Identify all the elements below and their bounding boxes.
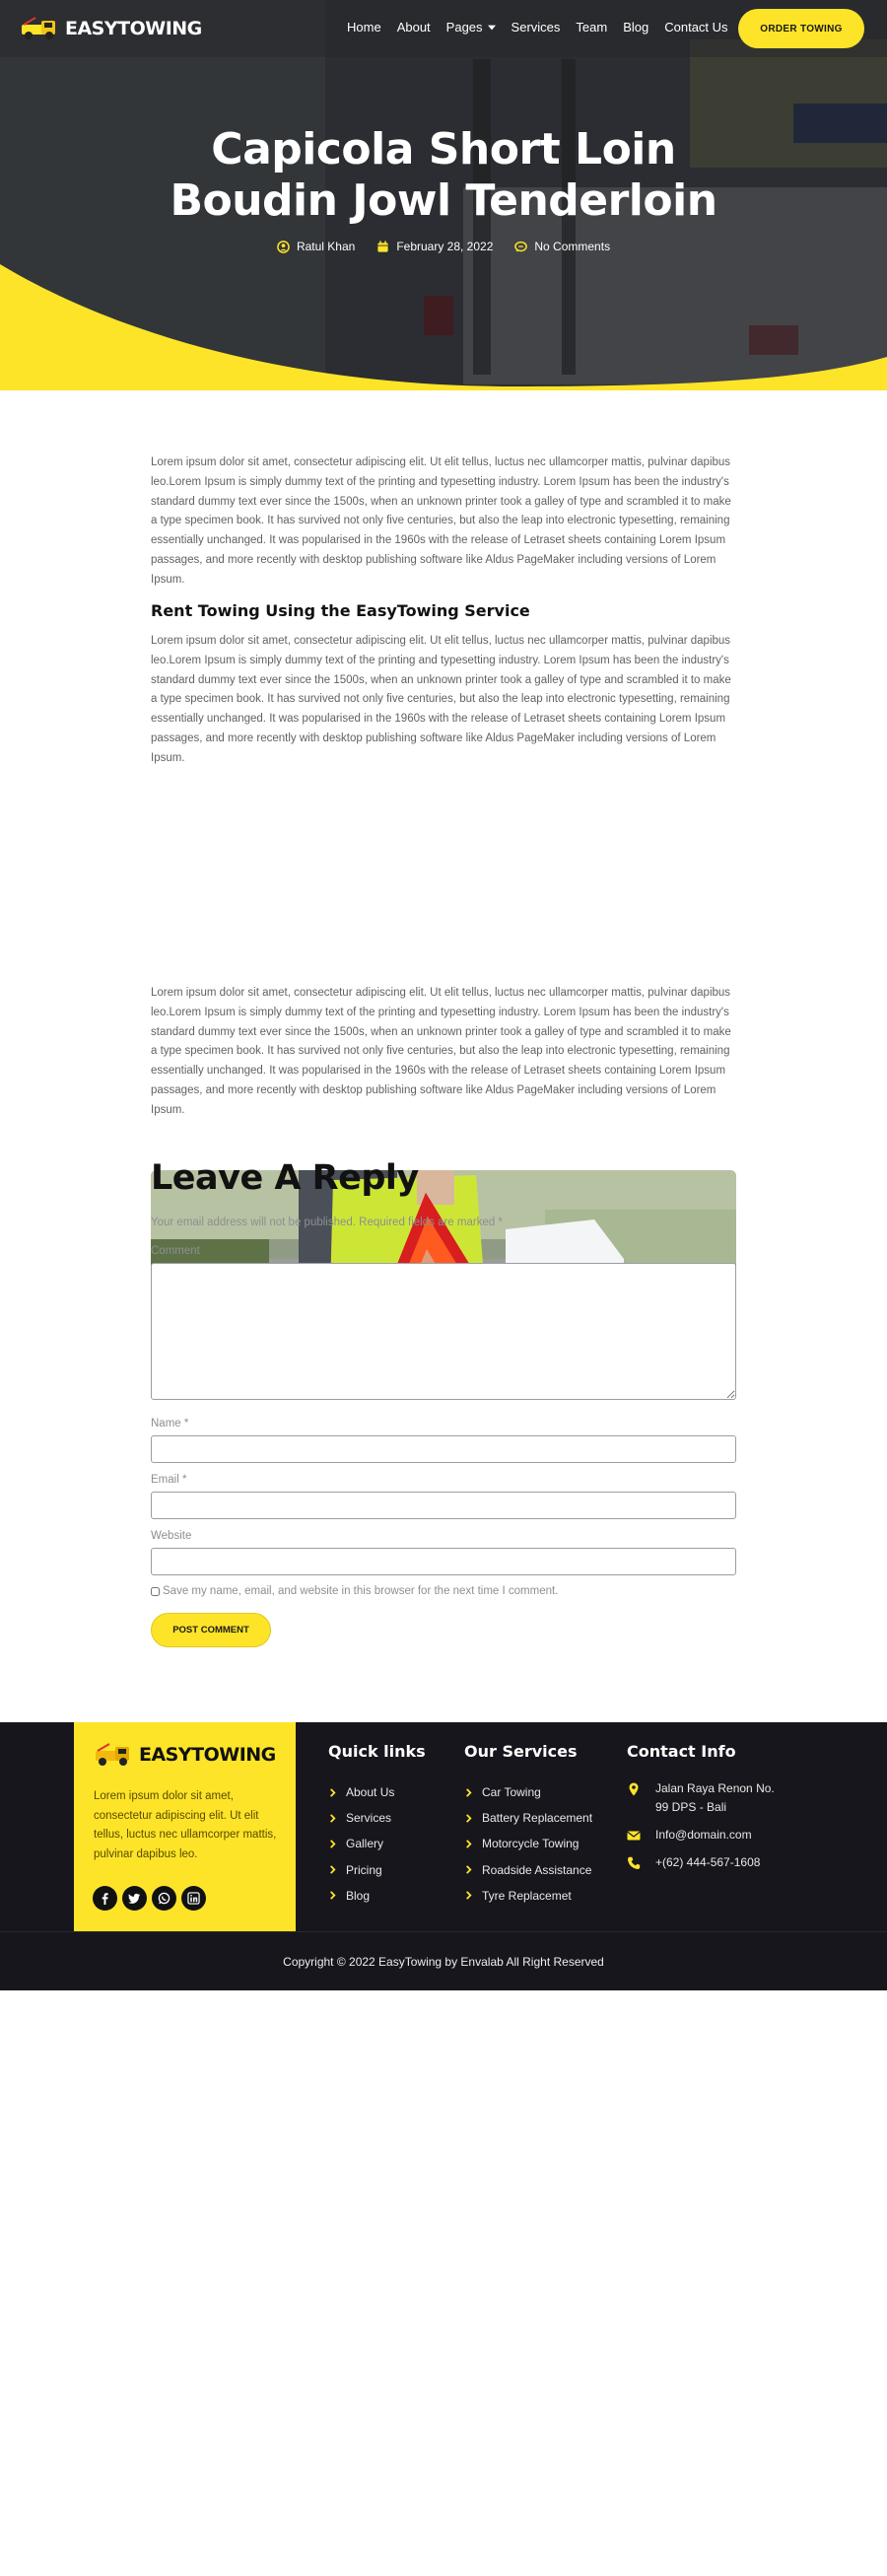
quick-link-blog[interactable] xyxy=(328,1883,426,1909)
service-link-battery-replacement[interactable] xyxy=(464,1805,592,1831)
footer-brand-name: EASYTOWING xyxy=(139,1744,276,1766)
post-comments-text: No Comments xyxy=(534,240,611,253)
quick-link-label: Pricing xyxy=(346,1862,382,1877)
chevron-right-icon xyxy=(464,1840,473,1848)
chevron-right-icon xyxy=(328,1865,337,1874)
copyright-text: Copyright © 2022 EasyTowing by Envalab All Right Reserved xyxy=(283,1954,604,1969)
hero-section xyxy=(0,0,887,390)
save-info-label: Save my name, email, and website in this browser for the next time I comment. xyxy=(163,1585,559,1597)
email-label: Email * xyxy=(151,1474,187,1486)
copyright-bar xyxy=(0,1931,887,1990)
twitter-icon xyxy=(128,1892,141,1905)
save-info-row xyxy=(151,1585,736,1597)
quick-link-gallery[interactable] xyxy=(328,1831,426,1856)
post-meta xyxy=(0,240,887,253)
page-spacer xyxy=(0,586,887,2576)
comment-label: Comment xyxy=(151,1245,200,1257)
quick-link-about-us[interactable] xyxy=(328,1779,426,1805)
chevron-right-icon xyxy=(328,1891,337,1900)
contact-email[interactable] xyxy=(627,1826,775,1845)
quick-links-title: Quick links xyxy=(328,1742,426,1761)
post-date[interactable] xyxy=(376,240,493,253)
quick-link-pricing[interactable] xyxy=(328,1857,426,1883)
tow-truck-icon xyxy=(20,16,63,41)
post-author-name: Ratul Khan xyxy=(296,240,356,253)
services-column xyxy=(464,1742,592,1909)
nav-home[interactable]: Home xyxy=(347,20,381,35)
website-input[interactable] xyxy=(151,1548,736,1575)
map-pin-icon xyxy=(627,1782,641,1796)
contact-email-text: Info@domain.com xyxy=(655,1828,752,1842)
article-subheading: Rent Towing Using the EasyTowing Service xyxy=(151,601,530,620)
reply-title: Leave A Reply xyxy=(151,1158,419,1198)
chevron-right-icon xyxy=(464,1891,473,1900)
service-link-roadside-assistance[interactable] xyxy=(464,1857,592,1883)
post-author[interactable] xyxy=(277,240,355,253)
service-link-label: Tyre Replacemet xyxy=(482,1888,572,1903)
linkedin-icon xyxy=(187,1892,200,1905)
nav-pages-label: Pages xyxy=(445,20,483,35)
footer-brand-panel xyxy=(74,1722,296,1931)
page-title-line-1: Capicola Short Loin xyxy=(211,124,676,174)
nav-services[interactable]: Services xyxy=(511,20,561,35)
main-menu xyxy=(347,20,728,35)
calendar-icon xyxy=(376,241,389,253)
service-link-label: Roadside Assistance xyxy=(482,1862,592,1877)
twitter-link[interactable] xyxy=(122,1886,147,1911)
nav-contact-us[interactable]: Contact Us xyxy=(664,20,728,35)
top-navbar xyxy=(0,0,887,57)
chevron-right-icon xyxy=(464,1865,473,1874)
service-link-tyre-replacement[interactable] xyxy=(464,1883,592,1909)
footer-description: Lorem ipsum dolor sit amet, consectetur adipiscing elit. Ut elit tellus, luctus nec ullamcorper mattis, pulvinar dapibus leo. xyxy=(94,1790,277,1860)
user-circle-icon xyxy=(277,241,290,253)
chevron-right-icon xyxy=(328,1814,337,1823)
nav-pages[interactable] xyxy=(446,20,496,35)
linkedin-link[interactable] xyxy=(181,1886,206,1911)
whatsapp-icon xyxy=(158,1892,171,1905)
reply-note: Your email address will not be published. Required fields are marked * xyxy=(151,1217,503,1228)
whatsapp-link[interactable] xyxy=(152,1886,176,1911)
chevron-right-icon xyxy=(328,1788,337,1797)
footer-logo[interactable] xyxy=(94,1742,276,1768)
quick-link-services[interactable] xyxy=(328,1805,426,1831)
facebook-icon xyxy=(99,1892,111,1905)
brand-name: EASYTOWING xyxy=(65,18,202,39)
comment-icon xyxy=(514,241,527,253)
email-input[interactable] xyxy=(151,1492,736,1519)
quick-link-label: About Us xyxy=(346,1785,395,1800)
contact-address-text xyxy=(655,1779,775,1817)
contact-phone[interactable] xyxy=(627,1853,775,1872)
quick-link-label: Gallery xyxy=(346,1837,384,1851)
article-paragraph-3: Lorem ipsum dolor sit amet, consectetur adipiscing elit. Ut elit tellus, luctus nec ullamcorper mattis, pulvinar dapibus leo.Lorem Ipsum is simply dummy text of the printing and typesetting industry. Lorem Ipsum has been the industry's standard dummy text ever since the 1500s, when an unknown printer took a galley of type and scrambled it to make a type specimen book. It has survived not only five centuries, but also the leap into electronic typesetting, remaining essentially unchanged. It was popularised in the 1960s with the release of Letraset sheets containing Lorem Ipsum passages, and more recently with desktop publishing software like Aldus PageMaker including versions of Lorem Ipsum. xyxy=(151,987,731,1116)
article-paragraph-1: Lorem ipsum dolor sit amet, consectetur adipiscing elit. Ut elit tellus, luctus nec ullamcorper mattis, pulvinar dapibus leo.Lorem Ipsum is simply dummy text of the printing and typesetting industry. Lorem Ipsum has been the industry's standard dummy text ever since the 1500s, when an unknown printer took a galley of type and scrambled it to make a type specimen book. It has survived not only five centuries, but also the leap into electronic typesetting, remaining essentially unchanged. It was popularised in the 1960s with the release of Letraset sheets containing Lorem Ipsum passages, and more recently with desktop publishing software like Aldus PageMaker including versions of Lorem Ipsum. xyxy=(151,456,731,586)
post-date-text: February 28, 2022 xyxy=(396,240,494,253)
nav-about[interactable]: About xyxy=(396,20,431,35)
envelope-icon xyxy=(627,1829,641,1843)
footer xyxy=(0,1722,887,1990)
service-link-label: Battery Replacement xyxy=(482,1811,593,1826)
address-line-1: Jalan Raya Renon No. xyxy=(655,1781,775,1795)
contact-phone-text: +(62) 444-567-1608 xyxy=(655,1855,761,1869)
social-links xyxy=(93,1886,206,1911)
page-title xyxy=(0,124,887,227)
chevron-right-icon xyxy=(328,1840,337,1848)
order-towing-button[interactable]: ORDER TOWING xyxy=(738,9,864,48)
contact-address xyxy=(627,1779,775,1817)
chevron-down-icon xyxy=(488,25,496,31)
post-comments[interactable] xyxy=(514,240,610,253)
name-label: Name * xyxy=(151,1418,189,1429)
quick-link-label: Services xyxy=(346,1811,392,1826)
services-title: Our Services xyxy=(464,1742,578,1761)
tow-truck-icon xyxy=(94,1742,137,1768)
website-label: Website xyxy=(151,1530,192,1542)
facebook-link[interactable] xyxy=(93,1886,117,1911)
comment-textarea[interactable] xyxy=(151,1263,736,1400)
page-title-line-2: Boudin Jowl Tenderloin xyxy=(170,175,717,226)
address-line-2: 99 DPS - Bali xyxy=(655,1800,727,1814)
chevron-right-icon xyxy=(464,1814,473,1823)
nav-team[interactable]: Team xyxy=(576,20,608,35)
name-input[interactable] xyxy=(151,1435,736,1463)
quick-links-column xyxy=(328,1742,426,1909)
quick-link-label: Blog xyxy=(346,1888,371,1903)
chevron-right-icon xyxy=(464,1788,473,1797)
brand-logo[interactable] xyxy=(20,16,202,41)
service-link-label: Motorcycle Towing xyxy=(482,1837,580,1851)
service-link-motorcycle-towing[interactable] xyxy=(464,1831,592,1856)
nav-blog[interactable]: Blog xyxy=(623,20,649,35)
service-link-label: Car Towing xyxy=(482,1785,541,1800)
article-paragraph-2: Lorem ipsum dolor sit amet, consectetur adipiscing elit. Ut elit tellus, luctus nec ullamcorper mattis, pulvinar dapibus leo.Lorem Ipsum is simply dummy text of the printing and typesetting industry. Lorem Ipsum has been the industry's standard dummy text ever since the 1500s, when an unknown printer took a galley of type and scrambled it to make a type specimen book. It has survived not only five centuries, but also the leap into electronic typesetting, remaining essentially unchanged. It was popularised in the 1960s with the release of Letraset sheets containing Lorem Ipsum passages, and more recently with desktop publishing software like Aldus PageMaker including versions of Lorem Ipsum. xyxy=(151,635,731,764)
service-link-car-towing[interactable] xyxy=(464,1779,592,1805)
phone-icon xyxy=(627,1856,641,1870)
contact-title: Contact Info xyxy=(627,1742,736,1761)
save-info-checkbox[interactable] xyxy=(151,1587,160,1596)
post-comment-button[interactable]: POST COMMENT xyxy=(151,1613,271,1647)
contact-column xyxy=(627,1742,775,1881)
